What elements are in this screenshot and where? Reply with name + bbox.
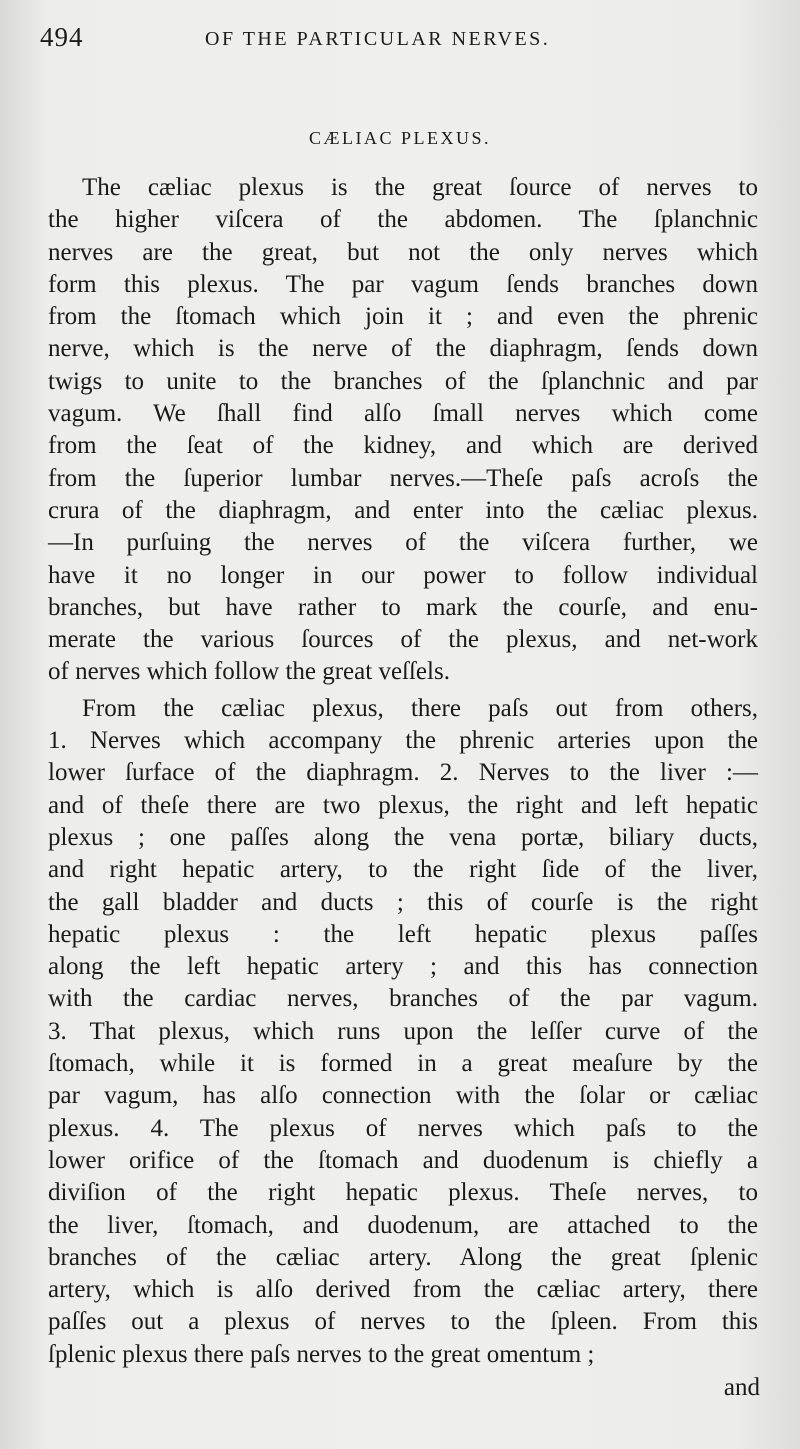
text-line: vagum. We ſhall find alſo ſmall nerves which come (48, 400, 758, 428)
text-line: of nerves which follow the great veſſels. (48, 658, 450, 686)
text-line: crura of the diaphragm, and enter into the cæliac plexus. (48, 496, 758, 524)
text-line: 1. Nerves which accompany the phrenic arteries upon the (48, 727, 758, 755)
text-line: have it no longer in our power to follow individual (48, 561, 758, 589)
text-line: lower ſurface of the diaphragm. 2. Nerves to the liver :— (48, 759, 758, 787)
text-line: from the ſeat of the kidney, and which are derived (48, 432, 758, 460)
text-line: along the left hepatic artery ; and this has connection (48, 953, 758, 981)
text-line: nerve, which is the nerve of the diaphragm, ſends down (48, 335, 758, 363)
text-line: form this plexus. The par vagum ſends branches down (48, 270, 758, 298)
text-line: and right hepatic artery, to the right ſide of the liver, (48, 856, 758, 884)
text-line: nerves are the great, but not the only nerves which (48, 238, 758, 266)
section-title: CÆLIAC PLEXUS. (308, 128, 491, 148)
text-line: twigs to unite to the branches of the ſplanchnic and par (48, 367, 758, 395)
paragraph-1 (48, 172, 758, 689)
text-line: plexus. 4. The plexus of nerves which paſs to the (48, 1114, 758, 1142)
text-line: branches of the cæliac artery. Along the great ſplenic (48, 1243, 758, 1271)
text-line: plexus ; one paſſes along the vena portæ, biliary ducts, (48, 823, 758, 851)
text-line: the higher viſcera of the abdomen. The ſplanchnic (48, 206, 758, 234)
text-line: the gall bladder and ducts ; this of courſe is the right (48, 888, 758, 916)
text-line: and of theſe there are two plexus, the right and left hepatic (48, 791, 758, 819)
text-line: merate the various ſources of the plexus, and net-work (48, 626, 758, 654)
text-line: The cæliac plexus is the great ſource of nerves to (82, 174, 758, 201)
text-line: par vagum, has alſo connection with the ſolar or cæliac (48, 1082, 758, 1110)
text-line: from the ſuperior lumbar nerves.—Theſe paſs acroſs the (48, 464, 758, 492)
text-line: from the ſtomach which join it ; and even the phrenic (48, 303, 758, 331)
text-line: ſplenic plexus there paſs nerves to the great omentum ; (48, 1340, 595, 1368)
text-line: —In purſuing the nerves of the viſcera further, we (48, 529, 758, 557)
text-line: 3. That plexus, which runs upon the leſſer curve of the (48, 1017, 758, 1045)
paragraph-2 (48, 693, 758, 1371)
text-line: diviſion of the right hepatic plexus. Theſe nerves, to (48, 1179, 758, 1207)
text-line: artery, which is alſo derived from the cæliac artery, there (48, 1276, 758, 1304)
body-text (48, 172, 758, 1371)
page-header (40, 22, 760, 58)
running-head: OF THE PARTICULAR NERVES. (205, 28, 551, 50)
text-line: with the cardiac nerves, branches of the par vagum. (48, 985, 758, 1013)
catchword: and (723, 1374, 760, 1401)
text-line: branches, but have rather to mark the courſe, and enu- (48, 593, 758, 621)
page-number: 494 (40, 22, 84, 52)
text-line: paſſes out a plexus of nerves to the ſpleen. From this (48, 1308, 758, 1336)
text-line: the liver, ſtomach, and duodenum, are attached to the (48, 1211, 758, 1239)
text-line: From the cæliac plexus, there paſs out from others, (82, 694, 758, 722)
text-line: hepatic plexus : the left hepatic plexus paſſes (48, 920, 758, 948)
text-line: ſtomach, while it is formed in a great meaſure by the (48, 1050, 758, 1078)
text-line: lower orifice of the ſtomach and duodenum is chiefly a (48, 1146, 758, 1174)
